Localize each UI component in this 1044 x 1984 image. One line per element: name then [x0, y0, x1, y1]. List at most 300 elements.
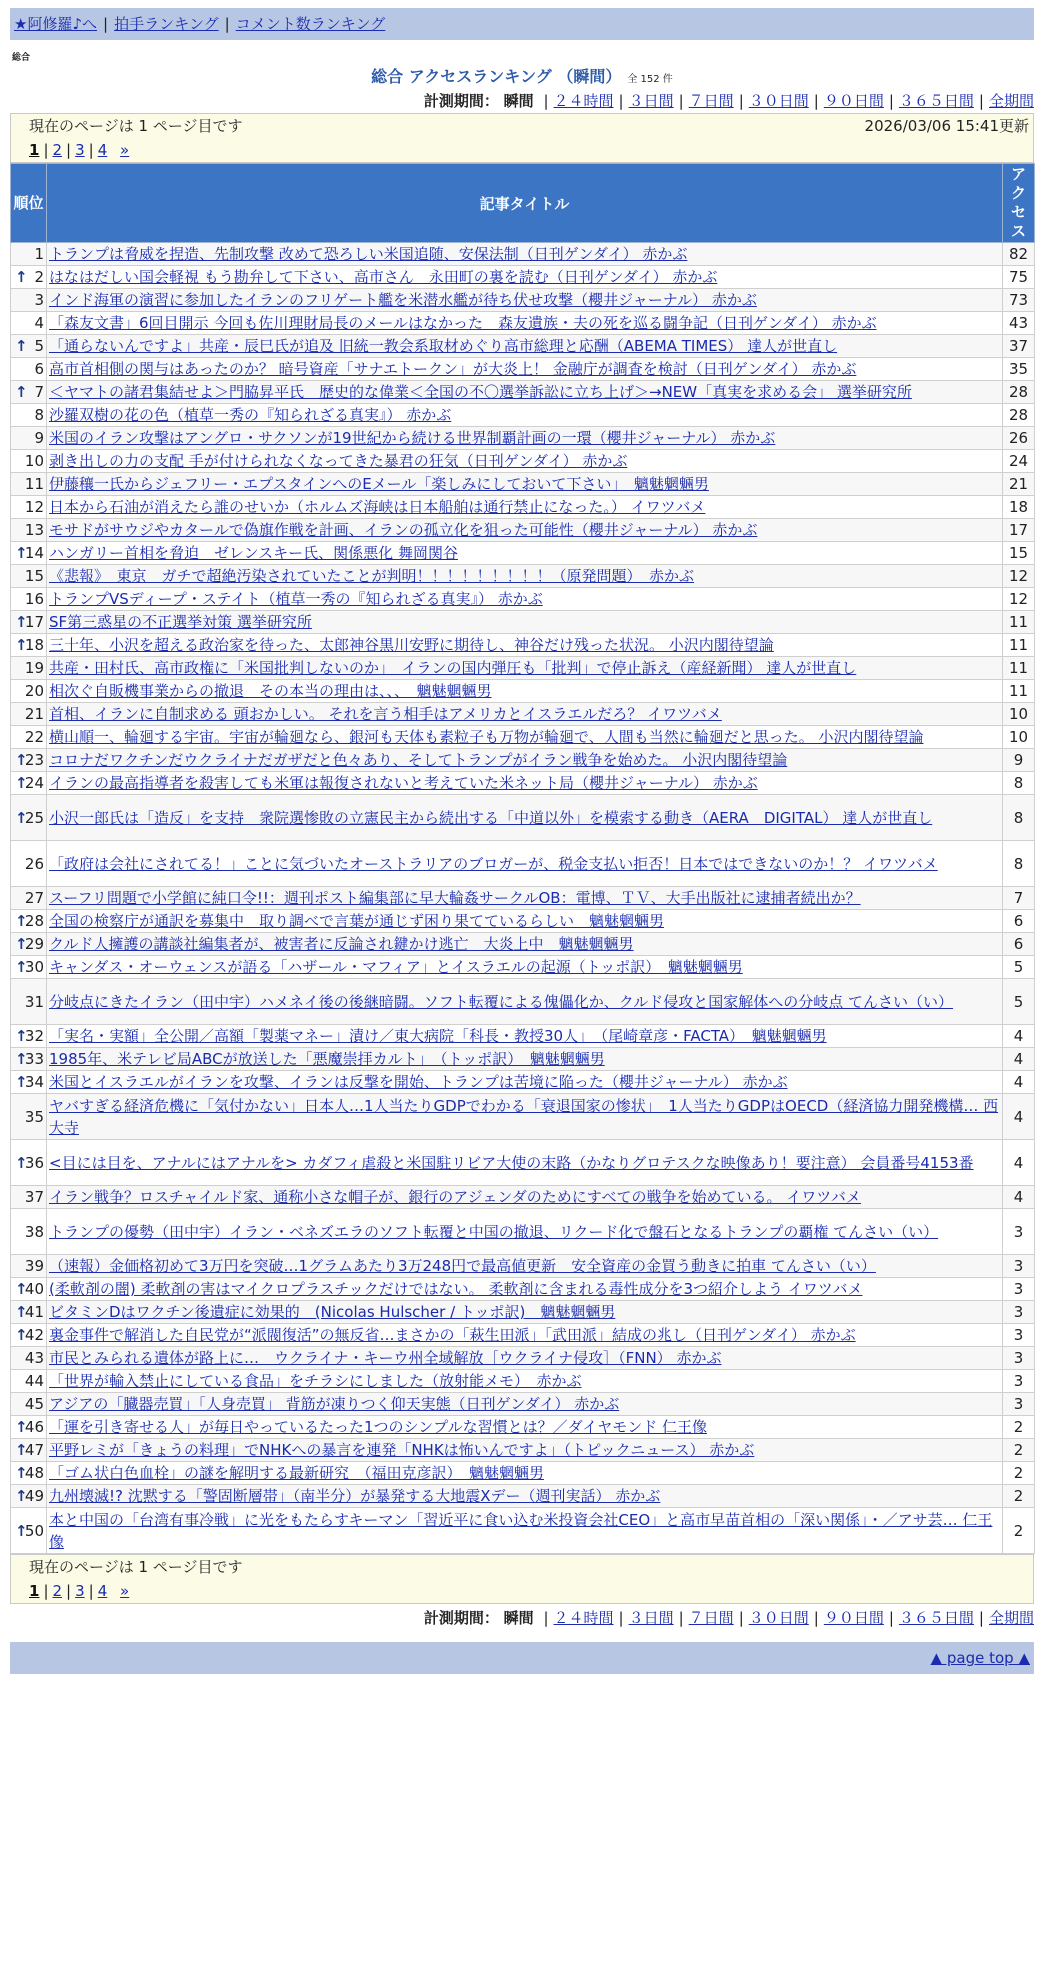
table-row [11, 335, 1035, 358]
table-row [11, 795, 1035, 841]
rank-cell [11, 312, 47, 335]
rank-cell [11, 634, 47, 657]
article-title-link[interactable]: 「通らないんですよ」共産・辰巳氏が追及 旧統一教会系取材めぐり高市総理と応酬（ABEMA TIMES） 達人が世直し [49, 337, 838, 355]
access-count: 3 [1003, 1255, 1035, 1278]
title-cell [47, 1186, 1003, 1209]
title-cell [47, 1255, 1003, 1278]
period-link[interactable]: 全期間 [988, 92, 1034, 110]
article-title-link[interactable]: 分岐点にきたイラン（田中宇）ハメネイ後の後継暗闘。ソフト転覆による傀儡化か、クルド侵攻と国家解体への分岐点 てんさい（い） [49, 992, 954, 1011]
access-count: 3 [1003, 1393, 1035, 1416]
table-row [11, 1393, 1035, 1416]
rank-cell [11, 1094, 47, 1140]
rank-cell [11, 358, 47, 381]
rank-number: 2 [34, 268, 44, 286]
access-count: 3 [1003, 1209, 1035, 1255]
pager-link[interactable]: 4 [97, 141, 108, 159]
article-title-link[interactable]: クルド人擁護の講談社編集者が、被害者に反論され鍵かけ逃亡 大炎上中 魑魅魍魎男 [49, 935, 634, 953]
table-row [11, 703, 1035, 726]
article-title-link[interactable]: 本と中国の「台湾有事冷戦」に光をもたらすキーマン「習近平に食い込む米投資会社CEO」と高市早苗首相の「深い関係」・／アサ芸… 仁王像 [49, 1510, 993, 1551]
access-count: 2 [1003, 1462, 1035, 1485]
title-cell [47, 1025, 1003, 1048]
period-link[interactable]: ３０日間 [748, 92, 809, 110]
rank-up-arrow-icon: ↑ [15, 1487, 28, 1505]
table-row [11, 1485, 1035, 1508]
rank-cell [11, 1301, 47, 1324]
pager-current: 1 [29, 141, 40, 159]
access-count: 4 [1003, 1048, 1035, 1071]
page [10, 0, 1034, 1674]
table-row [11, 1416, 1035, 1439]
rank-cell [11, 289, 47, 312]
rank-number: 15 [24, 567, 44, 585]
access-count: 26 [1003, 427, 1035, 450]
article-title-link[interactable]: 「ゴム状白色血栓」の謎を解明する最新研究 （福田克彦訳） 魑魅魍魎男 [49, 1464, 545, 1482]
access-count: 7 [1003, 887, 1035, 910]
title-cell [47, 473, 1003, 496]
pager-separator: | [43, 141, 49, 159]
pager-separator: | [43, 1582, 49, 1600]
rank-number: 30 [24, 958, 44, 976]
access-count: 28 [1003, 404, 1035, 427]
rank-number: 1 [34, 245, 44, 263]
access-count: 2 [1003, 1439, 1035, 1462]
rank-cell [11, 1416, 47, 1439]
article-title-link[interactable]: 相次ぐ自販機事業からの撤退 その本当の理由は、、、 魑魅魍魎男 [49, 682, 492, 700]
title-cell [47, 1071, 1003, 1094]
table-row [11, 772, 1035, 795]
article-title-link[interactable]: キャンダス・オーウェンスが語る「ハザール・マフィア」とイスラエルの起源（トッポ訳） 魑魅魍魎男 [49, 958, 743, 976]
article-title-link[interactable]: トランプの優勢（田中宇）イラン・ベネズエラのソフト転覆と中国の撤退、リクード化で盤石となるトランプの覇権 てんさい（い） [49, 1222, 939, 1241]
rank-number: 33 [24, 1050, 44, 1068]
access-count: 4 [1003, 1025, 1035, 1048]
rank-cell [11, 496, 47, 519]
access-count: 21 [1003, 473, 1035, 496]
title-cell [47, 335, 1003, 358]
period-separator: | [888, 92, 894, 110]
article-title-link[interactable]: スーフリ問題で小学館に純口令!!：週刊ポスト編集部に早大輪姦サークルOB：電博、ＴＶ、大手出版社に逮捕者続出か？ [49, 889, 861, 907]
article-title-link[interactable]: 平野レミが「きょうの料理」でNHKへの暴言を連発「NHKは怖いんですよ」（トピックニュース） 赤かぶ [49, 1441, 755, 1459]
article-title-link[interactable]: アジアの「臓器売買」「人身売買」 背筋が凍りつく仰天実態（日刊ゲンダイ） 赤かぶ [49, 1395, 620, 1413]
rank-cell [11, 841, 47, 887]
article-title-link[interactable]: トランプVSディープ・ステイト（植草一秀の『知られざる真実』） 赤かぶ [49, 590, 543, 608]
article-title-link[interactable]: インド海軍の演習に参加したイランのフリゲート艦を米潜水艦が待ち伏せ攻撃（櫻井ジャーナル） 赤かぶ [49, 291, 757, 309]
rank-number: 24 [24, 774, 44, 792]
rank-up-arrow-icon: ↑ [15, 1073, 28, 1091]
pager-next-link[interactable]: » [120, 1582, 130, 1600]
access-count: 11 [1003, 611, 1035, 634]
updated-timestamp: 2026/03/06 15:41更新 [864, 117, 1029, 135]
rank-number: 13 [24, 521, 44, 539]
nav-separator: | [224, 15, 230, 33]
title-cell [47, 726, 1003, 749]
pager-link[interactable]: 4 [97, 1582, 108, 1600]
title-cell [47, 887, 1003, 910]
table-row [11, 1025, 1035, 1048]
period-separator: | [978, 92, 984, 110]
table-row [11, 1209, 1035, 1255]
page-title: 総合 アクセスランキング （瞬間） [371, 67, 622, 86]
rank-cell [11, 749, 47, 772]
rank-number: 46 [24, 1418, 44, 1436]
period-link[interactable]: ９０日間 [823, 1609, 884, 1627]
pager-spacer [111, 1582, 116, 1600]
article-title-link[interactable]: (柔軟剤の闇) 柔軟剤の害はマイクロプラスチックだけではない。 柔軟剤に含まれる毒性成分を3つ紹介しよう イワツバメ [49, 1280, 863, 1298]
article-title-link[interactable]: 「実名・実額」全公開／高額「製薬マネー」漬け／東大病院「科長・教授30人」 （尾崎章彦・FACTA） 魑魅魍魎男 [49, 1027, 827, 1045]
rank-number: 7 [34, 383, 44, 401]
table-row [11, 542, 1035, 565]
rank-number: 8 [34, 406, 44, 424]
rank-number: 14 [24, 544, 44, 562]
article-title-link[interactable]: 「森友文書」6回目開示 今回も佐川理財局長のメールはなかった 森友遺族・夫の死を巡る闘争記（日刊ゲンダイ） 赤かぶ [49, 314, 877, 332]
rank-up-arrow-icon: ↑ [15, 1464, 28, 1482]
rank-cell [11, 887, 47, 910]
table-row [11, 979, 1035, 1025]
rank-cell [11, 427, 47, 450]
access-count: 73 [1003, 289, 1035, 312]
period-separator: | [543, 1609, 549, 1627]
rank-number: 38 [24, 1222, 44, 1241]
rank-cell [11, 795, 47, 841]
rank-cell [11, 243, 47, 266]
access-count: 2 [1003, 1485, 1035, 1508]
rank-number: 10 [24, 452, 44, 470]
period-link[interactable]: ３０日間 [748, 1609, 809, 1627]
rank-number: 48 [24, 1464, 44, 1482]
rank-up-arrow-icon: ↑ [15, 1441, 28, 1459]
title-cell [47, 1140, 1003, 1186]
article-title-link[interactable]: はなはだしい国会軽視 もう勘弁して下さい、高市さん 永田町の裏を読む（日刊ゲンダイ） 赤かぶ [49, 268, 718, 286]
article-title-link[interactable]: 《悲報》 東京 ガチで超絶汚染されていたことが判明！！！！！！！！！（原発問題） 赤かぶ [49, 567, 695, 585]
article-title-link[interactable]: 伊藤穰一氏からジェフリー・エプスタインへのEメール「楽しみにしておいて下さい」 魑魅魍魎男 [49, 475, 709, 493]
access-count: 12 [1003, 588, 1035, 611]
rank-number: 44 [24, 1372, 44, 1390]
article-title-link[interactable]: 日本から石油が消えたら誰のせいか（ホルムズ海峡は日本船舶は通行禁止になった。） イワツバメ [49, 498, 706, 516]
rank-number: 37 [24, 1188, 44, 1206]
column-header-title: 記事タイトル [47, 164, 1003, 243]
title-cell [47, 680, 1003, 703]
table-row [11, 404, 1035, 427]
rank-number: 9 [34, 429, 44, 447]
table-row [11, 312, 1035, 335]
nav-link-comment-ranking[interactable]: コメント数ランキング [235, 15, 386, 33]
rank-cell [11, 1393, 47, 1416]
article-title-link[interactable]: 全国の検察庁が通訳を募集中 取り調べで言葉が通じず困り果てているらしい 魑魅魍魎男 [49, 912, 665, 930]
table-row [11, 726, 1035, 749]
rank-cell [11, 1347, 47, 1370]
access-count: 37 [1003, 335, 1035, 358]
rank-cell [11, 404, 47, 427]
access-count: 6 [1003, 933, 1035, 956]
article-title-link[interactable]: 小沢一郎氏は「造反」を支持 衆院選惨敗の立憲民主から続出する「中道以外」を模索する動き（AERA DIGITAL） 達人が世直し [49, 808, 933, 827]
rank-number: 11 [24, 475, 44, 493]
article-title-link[interactable]: 「政府は会社にされてる！」ことに気づいたオーストラリアのブロガーが、税金支払い拒否！日本ではできないのか！？ イワツバメ [49, 854, 938, 873]
title-cell [47, 588, 1003, 611]
article-title-link[interactable]: 「世界が輸入禁止にしている食品」をチラシにしました（放射能メモ） 赤かぶ [49, 1372, 582, 1390]
rank-up-arrow-icon: ↑ [15, 337, 28, 355]
nav-separator: | [103, 15, 109, 33]
rank-up-arrow-icon: ↑ [15, 268, 28, 286]
nav-link-clap-ranking[interactable]: 拍手ランキング [114, 15, 219, 33]
access-count: 3 [1003, 1301, 1035, 1324]
pager-links-bottom [29, 1579, 1029, 1603]
title-cell [47, 1278, 1003, 1301]
pager-separator: | [66, 1582, 72, 1600]
rank-up-arrow-icon: ↑ [15, 808, 28, 827]
access-count: 11 [1003, 657, 1035, 680]
article-title-link[interactable]: 米国のイラン攻撃はアングロ・サクソンが19世紀から続ける世界制覇計画の一環（櫻井ジャーナル） 赤かぶ [49, 429, 776, 447]
rank-up-arrow-icon: ↑ [15, 383, 28, 401]
rank-cell [11, 1048, 47, 1071]
article-title-link[interactable]: 首相、イランに自制求める 頭おかしい。 それを言う相手はアメリカとイスラエルだろ？ イワツバメ [49, 705, 722, 723]
access-count: 15 [1003, 542, 1035, 565]
rank-number: 19 [24, 659, 44, 677]
table-row [11, 956, 1035, 979]
period-link[interactable]: ７日間 [688, 1609, 734, 1627]
rank-up-arrow-icon: ↑ [15, 544, 28, 562]
table-row [11, 657, 1035, 680]
rank-up-arrow-icon: ↑ [15, 1521, 28, 1540]
article-title-link[interactable]: 三十年、小沢を超える政治家を待った、太郎神谷黒川安野に期待し、神谷だけ残った状況。 小沢内閣待望論 [49, 636, 774, 654]
table-row [11, 1324, 1035, 1347]
pager-top [10, 113, 1034, 163]
access-count: 8 [1003, 795, 1035, 841]
access-count: 8 [1003, 841, 1035, 887]
rank-cell [11, 1324, 47, 1347]
rank-up-arrow-icon: ↑ [15, 935, 28, 953]
period-selected: 瞬間 [503, 92, 534, 110]
title-cell [47, 956, 1003, 979]
page-top-link[interactable]: ▲ page top ▲ [930, 1649, 1030, 1667]
title-cell [47, 427, 1003, 450]
article-title-link[interactable]: 米国とイスラエルがイランを攻撃、イランは反撃を開始、トランプは苦境に陥った（櫻井ジャーナル） 赤かぶ [49, 1073, 788, 1091]
access-count: 3 [1003, 1278, 1035, 1301]
article-title-link[interactable]: 剥き出しの力の支配 手が付けられなくなってきた暴君の狂気（日刊ゲンダイ） 赤かぶ [49, 452, 628, 470]
rank-up-arrow-icon: ↑ [15, 636, 28, 654]
period-links [538, 1609, 1034, 1627]
article-title-link[interactable]: ヤバすぎる経済危機に「気付かない」日本人…1人当たりGDPでわかる「衰退国家の惨状」 1人当たりGDPはOECD（経済協力開発機構… 西大寺 [49, 1096, 999, 1137]
access-count: 3 [1003, 1370, 1035, 1393]
table-row [11, 634, 1035, 657]
rank-number: 45 [24, 1395, 44, 1413]
pager-bottom [10, 1554, 1034, 1604]
title-cell [47, 1508, 1003, 1554]
ranking-table [10, 163, 1035, 1554]
rank-cell [11, 703, 47, 726]
access-count: 3 [1003, 1324, 1035, 1347]
access-count: 82 [1003, 243, 1035, 266]
title-cell [47, 1485, 1003, 1508]
title-cell [47, 1439, 1003, 1462]
rank-cell [11, 565, 47, 588]
category-label: 総合 [12, 53, 31, 63]
title-cell [47, 979, 1003, 1025]
article-title-link[interactable]: イラン戦争？ロスチャイルド家、通称小さな帽子が、銀行のアジェンダのためにすべての戦争を始めている。 イワツバメ [49, 1188, 861, 1206]
rank-cell [11, 956, 47, 979]
pager-spacer [111, 141, 116, 159]
title-cell [47, 795, 1003, 841]
nav-link-asyura[interactable]: ★阿修羅♪へ [14, 15, 98, 33]
article-title-link[interactable]: 市民とみられる遺体が路上に… ウクライナ・キーウ州全域解放［ウクライナ侵攻］（FNN） 赤かぶ [49, 1349, 722, 1367]
ranking-rows [11, 243, 1035, 1554]
rank-number: 5 [34, 337, 44, 355]
pager-separator: | [88, 141, 94, 159]
access-count: 5 [1003, 979, 1035, 1025]
rank-cell [11, 933, 47, 956]
period-link[interactable]: ２４時間 [553, 1609, 614, 1627]
table-row [11, 749, 1035, 772]
rank-number: 17 [24, 613, 44, 631]
article-title-link[interactable]: コロナだワクチンだウクライナだガザだと色々あり、そしてトランプがイラン戦争を始めた。 小沢内閣待望論 [49, 751, 788, 769]
period-link[interactable]: ３日間 [628, 92, 674, 110]
rank-cell [11, 772, 47, 795]
period-separator: | [888, 1609, 894, 1627]
current-page-text: 現在のページは 1 ページ目です [29, 117, 243, 135]
rank-up-arrow-icon: ↑ [15, 958, 28, 976]
access-count: 6 [1003, 910, 1035, 933]
rank-cell [11, 1462, 47, 1485]
article-title-link[interactable]: モサドがサウジやカタールで偽旗作戦を計画、イランの孤立化を狙った可能性（櫻井ジャーナル） 赤かぶ [49, 521, 758, 539]
rank-up-arrow-icon: ↑ [15, 751, 28, 769]
rank-cell [11, 611, 47, 634]
rank-cell [11, 726, 47, 749]
table-row [11, 1140, 1035, 1186]
rank-up-arrow-icon: ↑ [15, 613, 28, 631]
article-title-link[interactable]: 裏金事件で解消した自民党が“派閥復活”の無反省…まさかの「萩生田派」「武田派」結成の兆し（日刊ゲンダイ） 赤かぶ [49, 1326, 856, 1344]
top-nav [10, 8, 1034, 40]
pager-separator: | [66, 141, 72, 159]
table-row [11, 496, 1035, 519]
title-cell [47, 1301, 1003, 1324]
table-row [11, 1071, 1035, 1094]
period-link[interactable]: 全期間 [988, 1609, 1034, 1627]
title-cell [47, 519, 1003, 542]
title-cell [47, 611, 1003, 634]
period-link[interactable]: ９０日間 [823, 92, 884, 110]
rank-cell [11, 657, 47, 680]
article-title-link[interactable]: ＜ヤマトの諸君集結せよ＞門脇昇平氏 歴史的な偉業＜全国の不〇選挙訴訟に立ち上げ＞→NEW「真実を求める会」 選挙研究所 [49, 383, 912, 401]
table-row [11, 519, 1035, 542]
access-count: 75 [1003, 266, 1035, 289]
period-link[interactable]: ３６５日間 [898, 92, 974, 110]
title-cell [47, 289, 1003, 312]
article-title-link[interactable]: 横山順一、輪廻する宇宙。宇宙が輪廻なら、銀河も天体も素粒子も万物が輪廻で、人間も当然に輪廻だと思った。 小沢内閣待望論 [49, 728, 924, 746]
period-link[interactable]: ２４時間 [553, 92, 614, 110]
rank-number: 43 [24, 1349, 44, 1367]
rank-up-arrow-icon: ↑ [15, 1153, 28, 1172]
access-count: 18 [1003, 496, 1035, 519]
pager-link[interactable]: 2 [52, 1582, 63, 1600]
title-cell [47, 657, 1003, 680]
title-cell [47, 1209, 1003, 1255]
rank-number: 23 [24, 751, 44, 769]
pager-link[interactable]: 2 [52, 141, 63, 159]
table-row [11, 1347, 1035, 1370]
table-row [11, 473, 1035, 496]
title-cell [47, 634, 1003, 657]
rank-cell [11, 1278, 47, 1301]
article-title-link[interactable]: イランの最高指導者を殺害しても米軍は報復されないと考えていた米ネット局（櫻井ジャーナル） 赤かぶ [49, 774, 758, 792]
rank-number: 27 [24, 889, 44, 907]
table-row [11, 1370, 1035, 1393]
title-cell [47, 542, 1003, 565]
rank-number: 47 [24, 1441, 44, 1459]
ranking-header [10, 65, 1034, 89]
pager-next-link[interactable]: » [120, 141, 130, 159]
rank-number: 25 [24, 808, 44, 827]
rank-cell [11, 680, 47, 703]
pager-link[interactable]: 3 [75, 141, 85, 159]
rank-number: 40 [24, 1280, 44, 1298]
article-title-link[interactable]: 九州壊滅!? 沈黙する「警固断層帯」（南半分）が暴発する大地震Xデー（週刊実話） 赤かぶ [49, 1487, 661, 1505]
rank-number: 42 [24, 1326, 44, 1344]
rank-up-arrow-icon: ↑ [15, 1027, 28, 1045]
article-title-link[interactable]: 1985年、米テレビ局ABCが放送した「悪魔崇拝カルト」 （トッポ訳） 魑魅魍魎男 [49, 1050, 605, 1068]
rank-cell [11, 1439, 47, 1462]
title-cell [47, 243, 1003, 266]
table-row [11, 887, 1035, 910]
title-cell [47, 404, 1003, 427]
article-title-link[interactable]: 沙羅双樹の花の色（植草一秀の『知られざる真実』） 赤かぶ [49, 406, 452, 424]
title-cell [47, 266, 1003, 289]
article-title-link[interactable]: 「運を引き寄せる人」が毎日やっているたった1つのシンプルな習慣とは？／ダイヤモンド 仁王像 [49, 1418, 708, 1436]
article-title-link[interactable]: 共産・田村氏、高市政権に「米国批判しないのか」 イランの国内弾圧も「批判」で停止訴え（産経新聞） 達人が世直し [49, 659, 857, 677]
period-label: 計測期間： [423, 1609, 499, 1627]
period-selector-bottom [10, 1606, 1034, 1630]
period-link[interactable]: ３６５日間 [898, 1609, 974, 1627]
access-count: 28 [1003, 381, 1035, 404]
pager-link[interactable]: 3 [75, 1582, 85, 1600]
access-count: 10 [1003, 703, 1035, 726]
rank-number: 29 [24, 935, 44, 953]
title-cell [47, 1370, 1003, 1393]
rank-cell [11, 1025, 47, 1048]
access-count: 3 [1003, 1347, 1035, 1370]
table-row [11, 381, 1035, 404]
article-title-link[interactable]: <目には目を、アナルにはアナルを> カダフィ虐殺と米国駐リビア大使の末路（かなりグロテスクな映像あり！要注意） 会員番号4153番 [49, 1153, 974, 1172]
rank-cell [11, 1485, 47, 1508]
table-row [11, 565, 1035, 588]
article-title-link[interactable]: 高市首相側の関与はあったのか？ 暗号資産「サナエトークン」が大炎上！ 金融庁が調査を検討（日刊ゲンダイ） 赤かぶ [49, 360, 857, 378]
period-selector-top [10, 89, 1034, 113]
period-link[interactable]: ３日間 [628, 1609, 674, 1627]
rank-number: 49 [24, 1487, 44, 1505]
rank-cell [11, 1140, 47, 1186]
period-separator: | [978, 1609, 984, 1627]
period-separator: | [543, 92, 549, 110]
table-row [11, 1301, 1035, 1324]
period-selected: 瞬間 [503, 1609, 534, 1627]
bottom-bar [10, 1642, 1034, 1674]
title-cell [47, 772, 1003, 795]
article-title-link[interactable]: ハンガリー首相を脅迫 ゼレンスキー氏、関係悪化 舞岡関谷 [49, 544, 458, 562]
rank-cell [11, 473, 47, 496]
access-count: 11 [1003, 634, 1035, 657]
pager-separator: | [88, 1582, 94, 1600]
rank-number: 50 [24, 1521, 44, 1540]
article-title-link[interactable]: （速報）金価格初めて3万円を突破…1グラムあたり3万248円で最高値更新 安全資産の金買う動きに拍車 てんさい（い） [49, 1257, 876, 1275]
rank-cell [11, 979, 47, 1025]
table-row [11, 1439, 1035, 1462]
rank-number: 32 [24, 1027, 44, 1045]
access-count: 24 [1003, 450, 1035, 473]
period-link[interactable]: ７日間 [688, 92, 734, 110]
article-title-link[interactable]: SF第三惑星の不正選挙対策 選挙研究所 [49, 613, 312, 631]
rank-up-arrow-icon: ↑ [15, 1326, 28, 1344]
article-title-link[interactable]: トランプは脅威を捏造、先制攻撃 改めて恐ろしい米国追随、安保法制（日刊ゲンダイ） 赤かぶ [49, 245, 688, 263]
title-cell [47, 450, 1003, 473]
period-separator: | [678, 92, 684, 110]
article-title-link[interactable]: ビタミンDはワクチン後遺症に効果的 (Nicolas Hulscher / トッポ訳) 魑魅魍魎男 [49, 1303, 616, 1321]
